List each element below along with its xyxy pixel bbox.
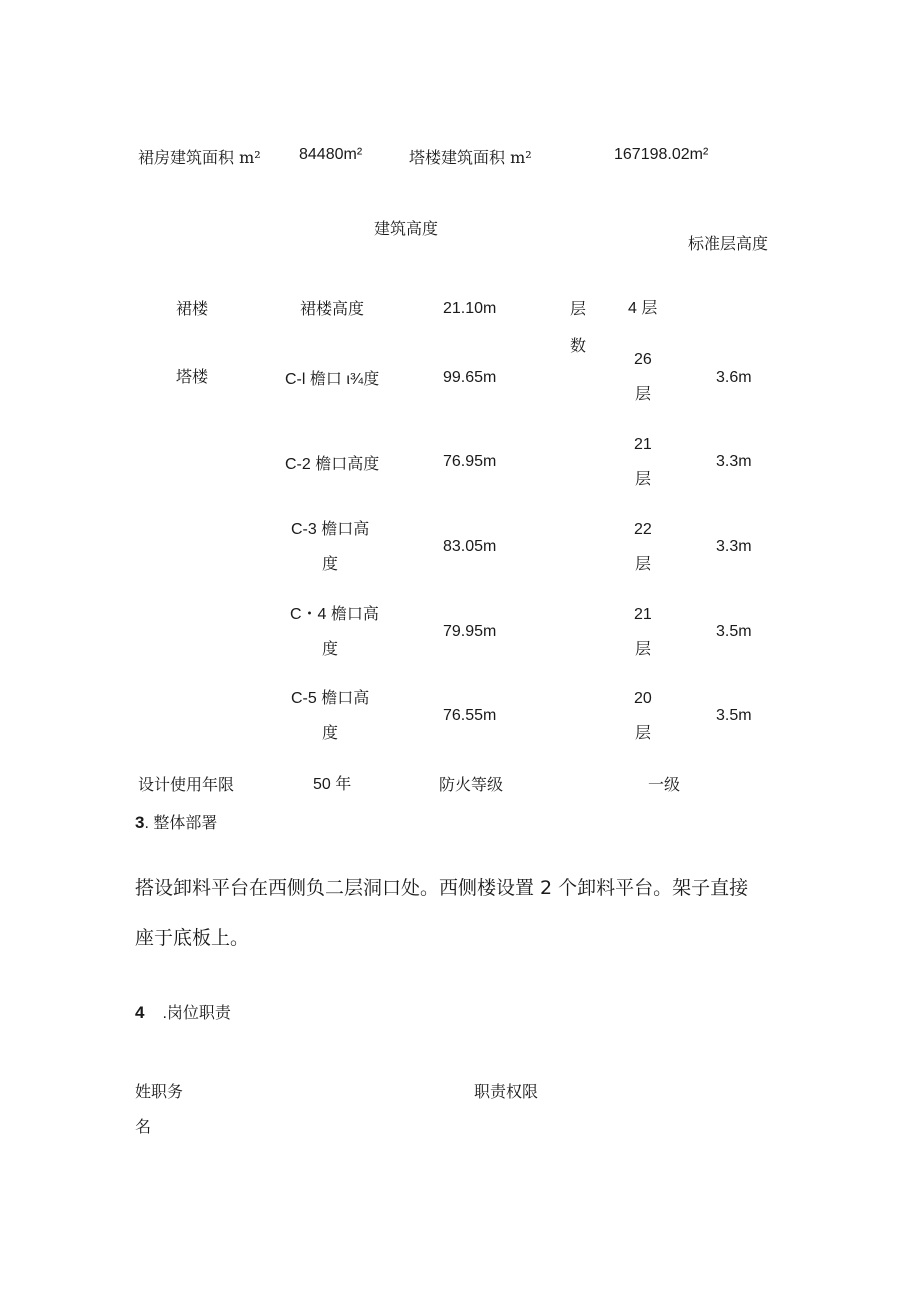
row-item: C・4 檐口高: [290, 606, 379, 623]
row-height: 79.95m: [443, 623, 497, 640]
row-std-height: 3.3m: [716, 453, 752, 470]
row-floors-number: 26: [634, 351, 652, 368]
floors-label-bottom: 数: [570, 336, 587, 355]
section3-title: . 整体部署: [144, 815, 218, 832]
section3-paragraph-line1: 搭设卸料平台在西侧负二层洞口处。西侧楼设置 2 个卸料平台。架子直接: [135, 877, 749, 899]
row-floors-number: 20: [634, 690, 652, 707]
section4-number: 4: [135, 1003, 145, 1022]
fire-rating-label: 防火等级: [439, 775, 504, 794]
podium-height: 21.10m: [443, 300, 497, 317]
section4-title: .岗位职责: [162, 1005, 231, 1022]
header-building-height: 建筑高度: [374, 219, 439, 238]
row-item-wrap: 度: [322, 723, 339, 742]
duty-table-name-header-wrap: 名: [135, 1117, 152, 1136]
row-item-wrap: 度: [322, 554, 339, 573]
row-floors-unit: 层: [635, 723, 652, 742]
tower-area-label: 塔楼建筑面积 m²: [409, 148, 532, 167]
fire-rating-value: 一级: [648, 775, 681, 794]
floors-label-top: 层: [570, 299, 587, 318]
podium-floors: 4 层: [628, 300, 658, 317]
row-item: C-5 檐口高: [291, 690, 370, 707]
row-floors-number: 21: [634, 436, 652, 453]
podium-area-label: 裙房建筑面积 m²: [138, 148, 261, 167]
header-standard-floor-height: 标准层高度: [688, 234, 769, 253]
row-floors-unit: 层: [635, 639, 652, 658]
section3-paragraph-line2: 座于底板上。: [135, 927, 250, 949]
duty-table-authority-header: 职责权限: [474, 1082, 539, 1101]
duty-table-name-header: 姓职务: [135, 1082, 184, 1101]
row-floors-unit: 层: [635, 554, 652, 573]
section4-heading: [135, 1004, 231, 1022]
row-std-height: 3.5m: [716, 707, 752, 724]
section3-heading: [135, 814, 217, 832]
row-item: C-2 檐口高度: [285, 456, 380, 473]
design-life-label: 设计使用年限: [138, 775, 235, 794]
design-life-value: 50 年: [313, 776, 352, 793]
row-item: C-l 檐口 ι¾度: [285, 371, 380, 388]
row-std-height: 3.5m: [716, 623, 752, 640]
row-floors-number: 21: [634, 606, 652, 623]
podium-item: 裙楼高度: [300, 299, 365, 318]
tower-area-value: 167198.02m²: [614, 146, 709, 163]
podium-name: 裙楼: [176, 299, 209, 318]
row-item: C-3 檐口高: [291, 521, 370, 538]
section3-number: 3: [135, 813, 145, 832]
podium-area-value: 84480m²: [299, 146, 363, 163]
row-height: 76.55m: [443, 707, 497, 724]
row-floors-number: 22: [634, 521, 652, 538]
row-height: 76.95m: [443, 453, 497, 470]
row-item-wrap: 度: [322, 639, 339, 658]
row-height: 83.05m: [443, 538, 497, 555]
row-floors-unit: 层: [635, 469, 652, 488]
row-height: 99.65m: [443, 369, 497, 386]
row-floors-unit: 层: [635, 384, 652, 403]
tower-name: 塔楼: [176, 367, 209, 386]
row-std-height: 3.6m: [716, 369, 752, 386]
row-std-height: 3.3m: [716, 538, 752, 555]
